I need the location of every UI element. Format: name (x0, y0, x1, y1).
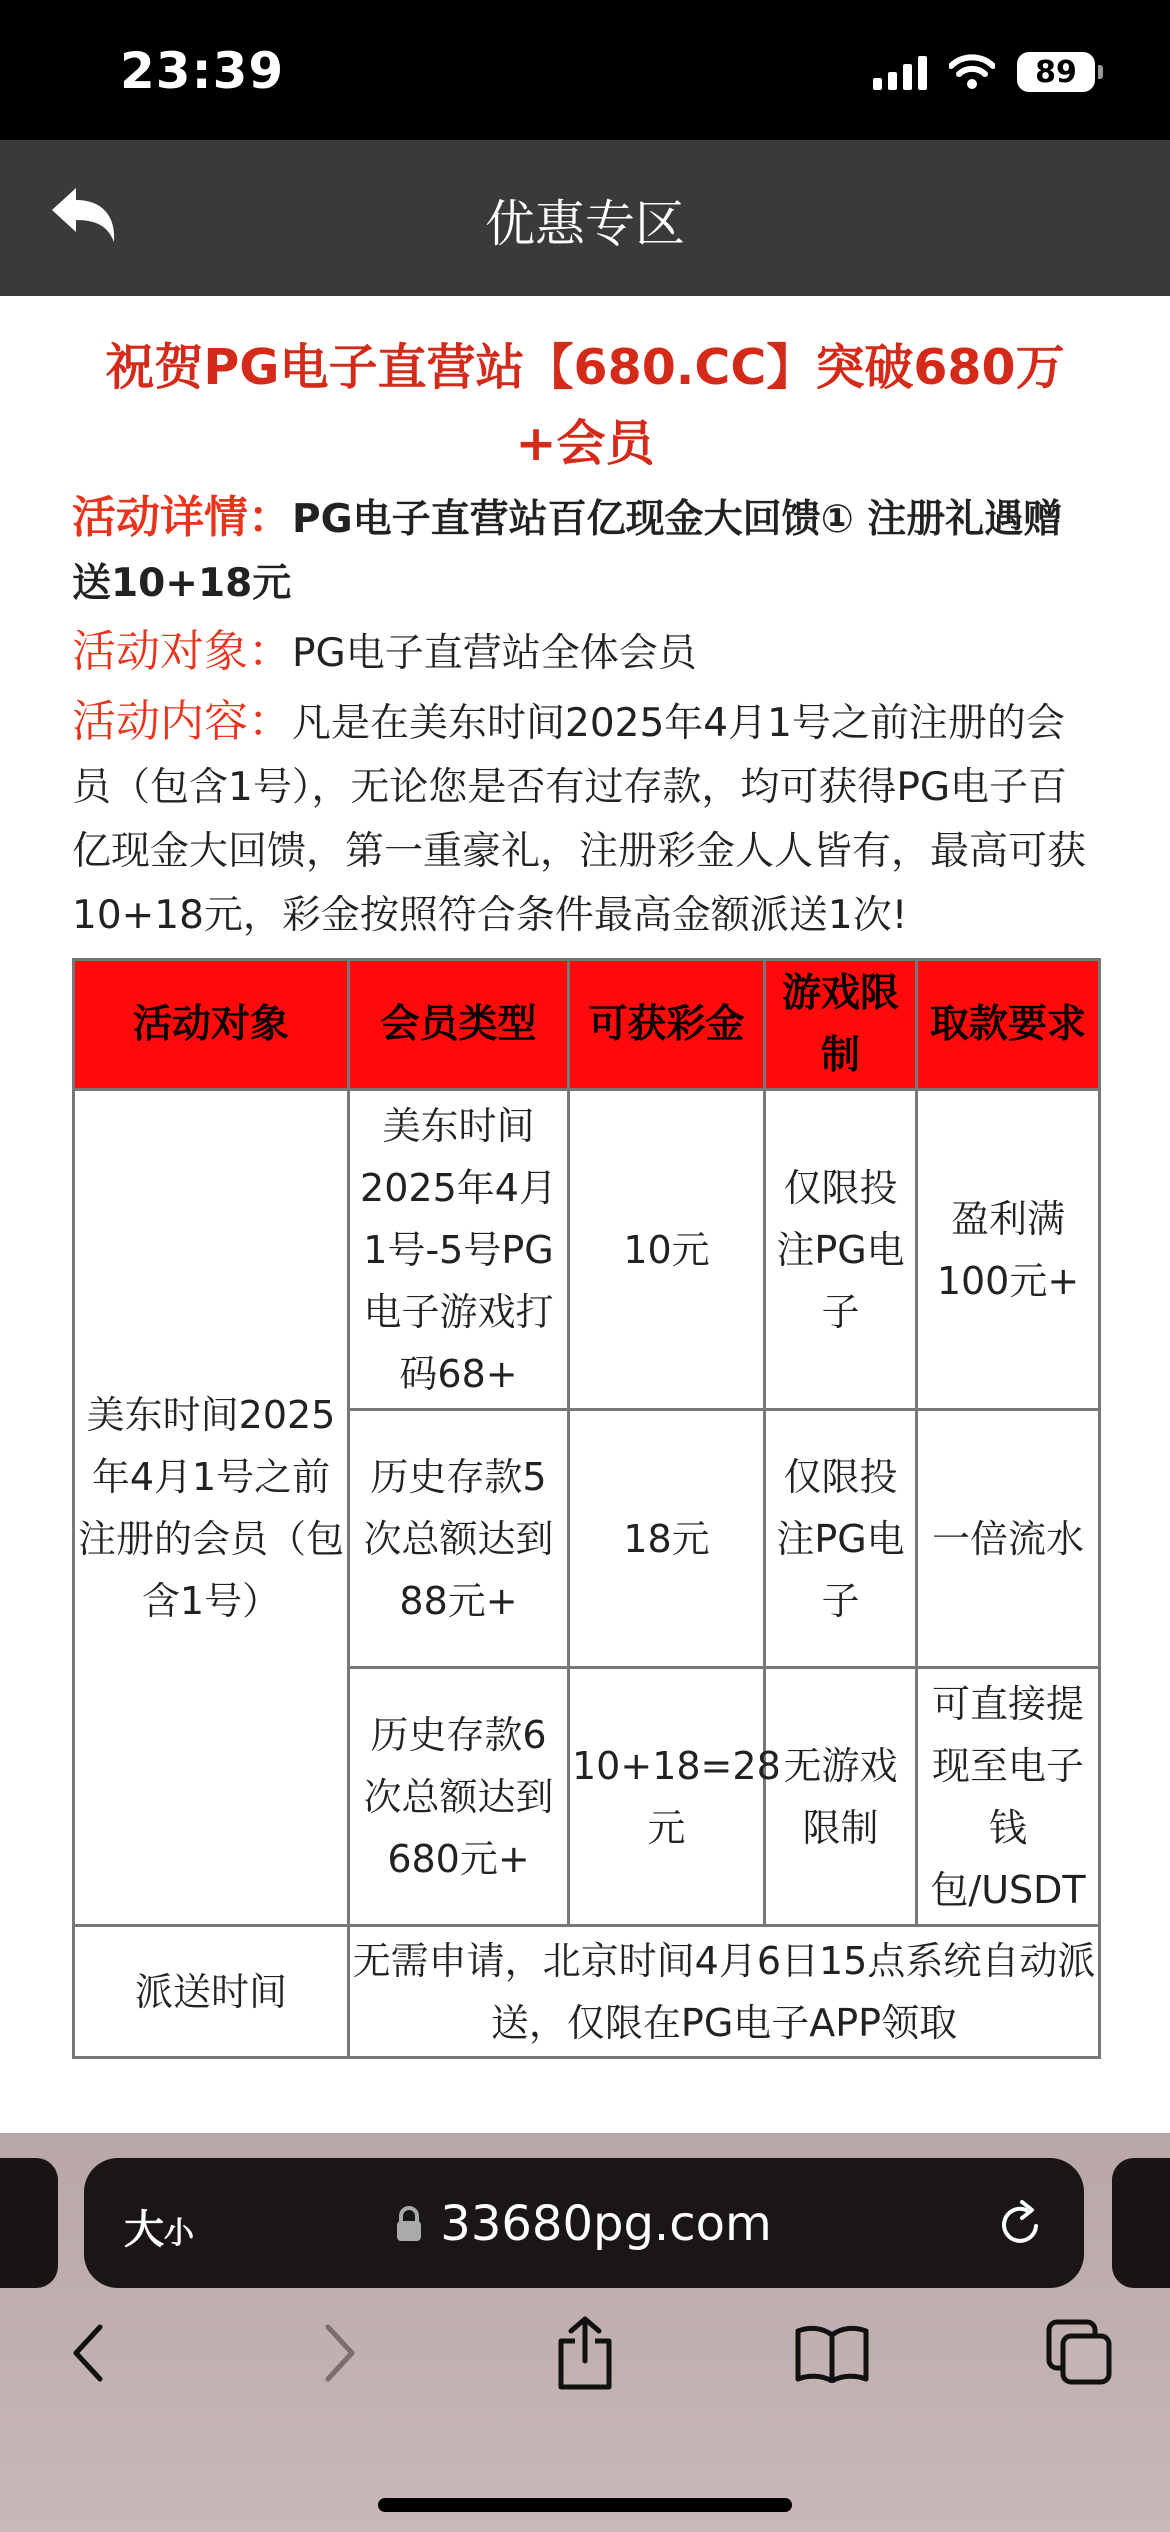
member-type-cell: 历史存款6次总额达到680元+ (349, 1668, 569, 1926)
target-cell: 美东时间2025年4月1号之前注册的会员（包含1号） (74, 1090, 349, 1926)
details-label: 活动详情： (72, 492, 292, 543)
chevron-left-icon (68, 2321, 108, 2385)
url-display[interactable] (84, 2196, 1084, 2252)
member-type-cell: 美东时间2025年4月1号-5号PG电子游戏打码68+ (349, 1090, 569, 1410)
table-header-game-limit: 游戏限制 (765, 960, 917, 1090)
table-header-bonus: 可获彩金 (569, 960, 765, 1090)
promo-headline: 祝贺PG电子直营站【680.CC】突破680万+会员 (105, 339, 1065, 472)
target-text: PG电子直营站全体会员 (292, 631, 697, 676)
table-header-row (74, 960, 1100, 1090)
status-icons (873, 52, 1095, 92)
withdraw-cell: 可直接提现至电子钱包/USDT (917, 1668, 1100, 1926)
dispatch-row (74, 1926, 1100, 2058)
withdraw-cell: 盈利满100元+ (917, 1090, 1100, 1410)
status-time: 23:39 (120, 42, 285, 100)
promo-content (72, 330, 1098, 2059)
tabs-button[interactable] (1040, 2313, 1120, 2393)
member-type-cell: 历史存款5次总额达到88元+ (349, 1410, 569, 1668)
book-icon (794, 2323, 870, 2383)
browser-toolbar (0, 2313, 1170, 2423)
lock-icon (396, 2206, 422, 2242)
chevron-right-icon (320, 2321, 360, 2385)
forward-nav-button[interactable] (300, 2313, 380, 2393)
details-paragraph (72, 486, 1098, 616)
target-paragraph (72, 620, 1098, 686)
text-size-small: 小 (164, 2216, 194, 2251)
text-size-big: 大 (124, 2207, 164, 2253)
battery-level: 89 (1035, 54, 1077, 90)
content-label: 活动内容： (72, 696, 292, 747)
target-label: 活动对象： (72, 626, 292, 677)
url-text: 33680pg.com (440, 2196, 772, 2252)
promo-table (72, 958, 1101, 2059)
next-tab-preview[interactable] (1112, 2158, 1170, 2288)
dispatch-text: 无需申请，北京时间4月6日15点系统自动派送，仅限在PG电子APP领取 (349, 1926, 1100, 2058)
back-nav-button[interactable] (48, 2313, 128, 2393)
wifi-icon (949, 54, 995, 90)
table-row (74, 1090, 1100, 1410)
status-bar (0, 0, 1170, 140)
previous-tab-preview[interactable] (0, 2158, 58, 2288)
bonus-cell: 10+18=28元 (569, 1668, 765, 1926)
tabs-icon (1045, 2318, 1115, 2388)
app-header (0, 140, 1170, 296)
details-text: PG电子直营站百亿现金大回馈① 注册礼遇赠送10+18元 (72, 497, 1063, 606)
bonus-cell: 18元 (569, 1410, 765, 1668)
content-text: 凡是在美东时间2025年4月1号之前注册的会员（包含1号），无论您是否有过存款，均可获得PG电子百亿现金大回馈，第一重豪礼，注册彩金人人皆有，最高可获10+18元，彩金按照符合条件最高金额派送1次! (72, 701, 1087, 938)
share-button[interactable] (545, 2313, 625, 2393)
battery-icon (1017, 52, 1095, 92)
game-limit-cell: 仅限投注PG电子 (765, 1090, 917, 1410)
table-header-member-type: 会员类型 (349, 960, 569, 1090)
address-bar[interactable] (84, 2158, 1084, 2288)
withdraw-cell: 一倍流水 (917, 1410, 1100, 1668)
share-icon (553, 2315, 617, 2391)
bonus-cell: 10元 (569, 1090, 765, 1410)
page-title: 优惠专区 (485, 195, 685, 253)
dispatch-label: 派送时间 (74, 1926, 349, 2058)
table-header-target: 活动对象 (74, 960, 349, 1090)
browser-chrome (0, 2133, 1170, 2532)
reload-icon[interactable] (992, 2196, 1048, 2252)
table-header-withdraw: 取款要求 (917, 960, 1100, 1090)
cellular-signal-icon (873, 54, 927, 90)
content-paragraph (72, 690, 1098, 948)
bookmarks-button[interactable] (792, 2313, 872, 2393)
game-limit-cell: 无游戏限制 (765, 1668, 917, 1926)
game-limit-cell: 仅限投注PG电子 (765, 1410, 917, 1668)
home-indicator (378, 2498, 792, 2512)
